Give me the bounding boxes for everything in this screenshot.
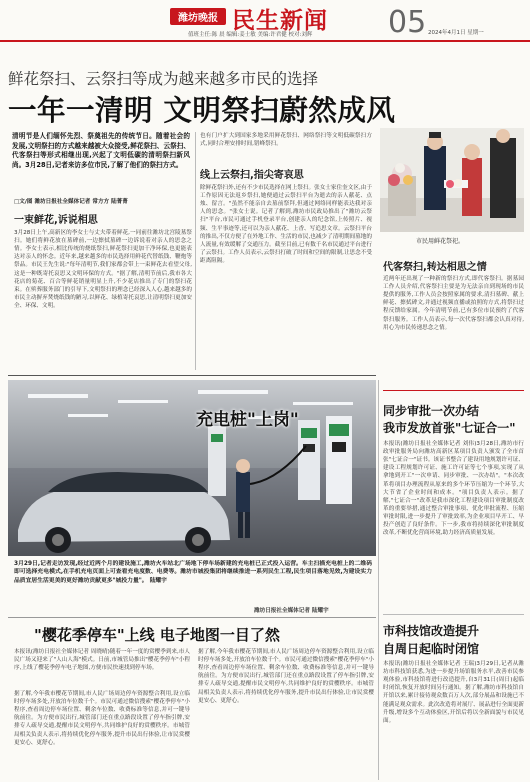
editors-line: 值班主任:陈 晨 编辑:姜士敏 美编:许君健 校对:刘辉 xyxy=(188,32,313,38)
parking-byline: 本报讯(潍坊日报社全媒体记者 周晓晴)随着一年一度的赏樱季到来,市人民广场又迎来了"人山人海"模式。日前,市城管局推出"樱花季停车"小程序,上线了樱花季停车电子地图,方便市民快速找到停车场。 xyxy=(14,649,190,672)
charging-station-illustration xyxy=(8,380,376,556)
story1-subhead: 我市发放首张"七证合一" xyxy=(383,421,516,435)
story1-headline: 同步审批一次办结 xyxy=(383,404,480,418)
subhead-flowers: 一束鲜花,诉说相思 xyxy=(14,215,98,226)
col2-text-top: 也有门户扩大到国家多地采用鲜花祭扫、网络祭扫等文明低碳祭扫方式,同时合理安排时间,错峰祭扫。 xyxy=(200,133,372,148)
col3-text: 近两年还出现了一种新的祭扫方式,即代客祭扫。据墓园工作人员介绍,代客祭扫主要是为无法亲自到现场的市民提供的服务,工作人员会按照家属的要求,清扫墓碑、献上鲜花、擦拭碑文,并通过视频直播或拍照的方式,将祭扫过程反馈给家属。今年清明节前,已有多位市民预约了代客祭扫服务。工作人员表示,每一次代客祭扫都会认真对待,用心为市民传递思念之情。 xyxy=(383,276,524,331)
photo1-caption: 市民用鲜花祭祀。 xyxy=(416,238,465,245)
date-line: 2024年4月1日 星期一 xyxy=(428,30,484,36)
parking-text-b: 据了解,今年我市樱花节期间,市人民广场周边停车资源整合利用,设立临时停车场多处,开放泊车位数千个。市民可通过微信搜索"樱花季停车"小程序,查看周边停车场位置、剩余车位数、收费标准等信息,并可一键导航前往。为方便市民出行,城管部门还在重点路段设置了停车指引牌,安排专人疏导交通,提醒市民文明停车,共同维护良好的赏樱秩序。市城管局相关负责人表示,将持续优化停车服务,提升市民出行体验,让市民赏樱更安心、更舒心。 xyxy=(198,649,374,704)
lead-intro: 清明节是人们缅怀先烈、祭奠祖先的传统节日。随着社会的发展,文明祭扫的方式越来越被大众接受,鲜花祭扫、云祭扫、代客祭扫等形式相继出现,兴起了文明低碳的清明祭扫新风尚。3月28日,记者来访多位市民,了解了他们的祭扫方式。 xyxy=(12,132,190,169)
story2-headline: 市科技馆改造提升 xyxy=(383,624,480,638)
photo-flower-vendor xyxy=(380,128,524,232)
col2-text: 除鲜花祭扫外,还有不少市民选择在网上祭扫。张女士家住奎文区,由于工作原因无法返乡祭扫,她便通过云祭扫平台为逝去的亲人献花、点烛、留言。"虽然不能亲自去墓前祭拜,但通过网络同样能表达我对亲人的思念。"张女士说。记者了解到,潍坊市民政局推出了"潍坊云祭扫"平台,市民可通过手机登录平台,创建亲人的纪念馆,上传照片、视频、生平事迹等,还可以为亲人献花、上香、写追思文章。云祭扫平台的推出,不仅方便了在外地工作、生活的市民,也减少了清明期间墓地的人流量,有效缓解了交通压力。截至目前,已有数千名市民通过平台进行了云祭扫。工作人员表示,云祭扫打破了时间和空间的限制,让思念不受距离阻隔。 xyxy=(200,185,372,264)
flower-vendor-illustration xyxy=(380,128,524,232)
lead-headline: 一年一清明 文明祭扫蔚然成风 xyxy=(8,94,396,127)
subhead-cloud: 线上云祭扫,指尖寄哀思 xyxy=(200,170,304,181)
page-number: 05 xyxy=(388,5,427,40)
charging-photo xyxy=(8,380,376,556)
col1-text: 3月28日上午,高新区的李女士与丈夫带着鲜花,一同前往潍坊北宫陵墓祭扫。她们将鲜花放在墓碑前,一边擦拭墓碑一边诉说着对亲人的思念之情。李女士表示,相比传统的烧纸祭扫,鲜花祭扫更加干净环保,也更能表达对亲人的怀念。近年来,越来越多的市民选择用鲜花代替纸钱、鞭炮等祭品。市民王先生说:"每年清明节,我们家都会带上一束鲜花去看望父母,这是一种既寄托哀思又文明环保的方式。"据了解,清明节前后,我市各大花店的菊花、百合等鲜花销量明显上升,不少花店推出了专门的祭扫花束。在殡葬服务部门的引导下,文明祭扫的理念已经深入人心,越来越多的市民主动摒弃焚烧纸钱的陋习,以鲜花、绿植寄托哀思,让清明祭扫更加安全、环保、文明。 xyxy=(14,230,192,309)
paper-logo xyxy=(170,8,226,25)
parking-headline: "樱花季停车"上线 电子地图一目了然 xyxy=(34,626,280,644)
photo-story-credit: 潍坊日报社全媒体记者 陆耀宇 xyxy=(254,608,329,614)
subhead-proxy: 代客祭扫,转达相思之情 xyxy=(383,262,487,273)
paper-name: 潍坊晚报 xyxy=(178,13,218,24)
lead-kicker: 鲜花祭扫、云祭扫等成为越来越多市民的选择 xyxy=(8,70,319,88)
story2-text: 本报讯(潍坊日报社全媒体记者 王瑞)3月29日,记者从潍坊市科技馆获悉,为进一步提升场馆服务水平,改善市民参观体验,市科技馆将进行改造提升,自3月31日(周日)起临时闭馆,恢复开放时间另行通知。据了解,潍坊市科技馆自开馆以来,累计接待观众数百万人次,部分展品和设施已不能满足观众需求。此次改造将对展厅、展品进行全面更新升级,增设多个互动体验区,开馆后将以全新面貌与市民见面。 xyxy=(383,661,524,724)
photo-story-label: 充电桩"上岗" xyxy=(196,410,299,430)
photo-story-caption: 3月29日,记者走访发现,经过近两个月的建设施工,潍坊火车站北广场地下停车场新建的充电桩已正式投入运营。车主扫描充电桩上的二维码即可选择充电模式,在手机充电页面上可查看充电度数、电费等。潍坊市城投集团将继续推进一系列民生工程,民生项目落地见效,为建设实力品质宜居生活更美的更好潍坊贡献更多"城投力量"。 陆耀宇 xyxy=(14,561,372,584)
story1-text: 本报讯(潍坊日报社全媒体记者 刘伟)3月28日,潍坊市行政审批服务局向潍坊高新区某项目负责人颁发了全市首张"七证合一"证书。该证书整合了建设用地规划许可证、建设工程规划许可证、施工许可证等七个事项,实现了从拿地到开工"一次申请、同步审批、一次办结"。"本次改革将项目办理流程从原来的多个环节压缩为一个环节,大大节省了企业时间和成本。"项目负责人表示。据了解,"七证合一"改革是我市深化工程建设项目审批制度改革的重要举措,通过整合审批事项、优化审批流程、压缩审批时限,进一步提升了审批效率,为企业项目早开工、早投产创造了良好条件。下一步,我市将持续深化审批制度改革,不断优化营商环境,助力经济高质量发展。 xyxy=(383,441,524,537)
section-title: 民生新闻 xyxy=(232,7,328,34)
lead-byline: □文/图 潍坊日报社全媒体记者 常方方 陆菁菁 xyxy=(14,199,128,205)
parking-text-a: 据了解,今年我市樱花节期间,市人民广场周边停车资源整合利用,设立临时停车场多处,开放泊车位数千个。市民可通过微信搜索"樱花季停车"小程序,查看周边停车场位置、剩余车位数、收费标准等信息,并可一键导航前往。为方便市民出行,城管部门还在重点路段设置了停车指引牌,安排专人疏导交通,提醒市民文明停车,共同维护良好的赏樱秩序。市城管局相关负责人表示,将持续优化停车服务,提升市民出行体验,让市民赏樱更安心、更舒心。 xyxy=(14,691,190,746)
story2-subhead: 自周日起临时闭馆 xyxy=(383,642,480,656)
masthead xyxy=(0,0,530,44)
